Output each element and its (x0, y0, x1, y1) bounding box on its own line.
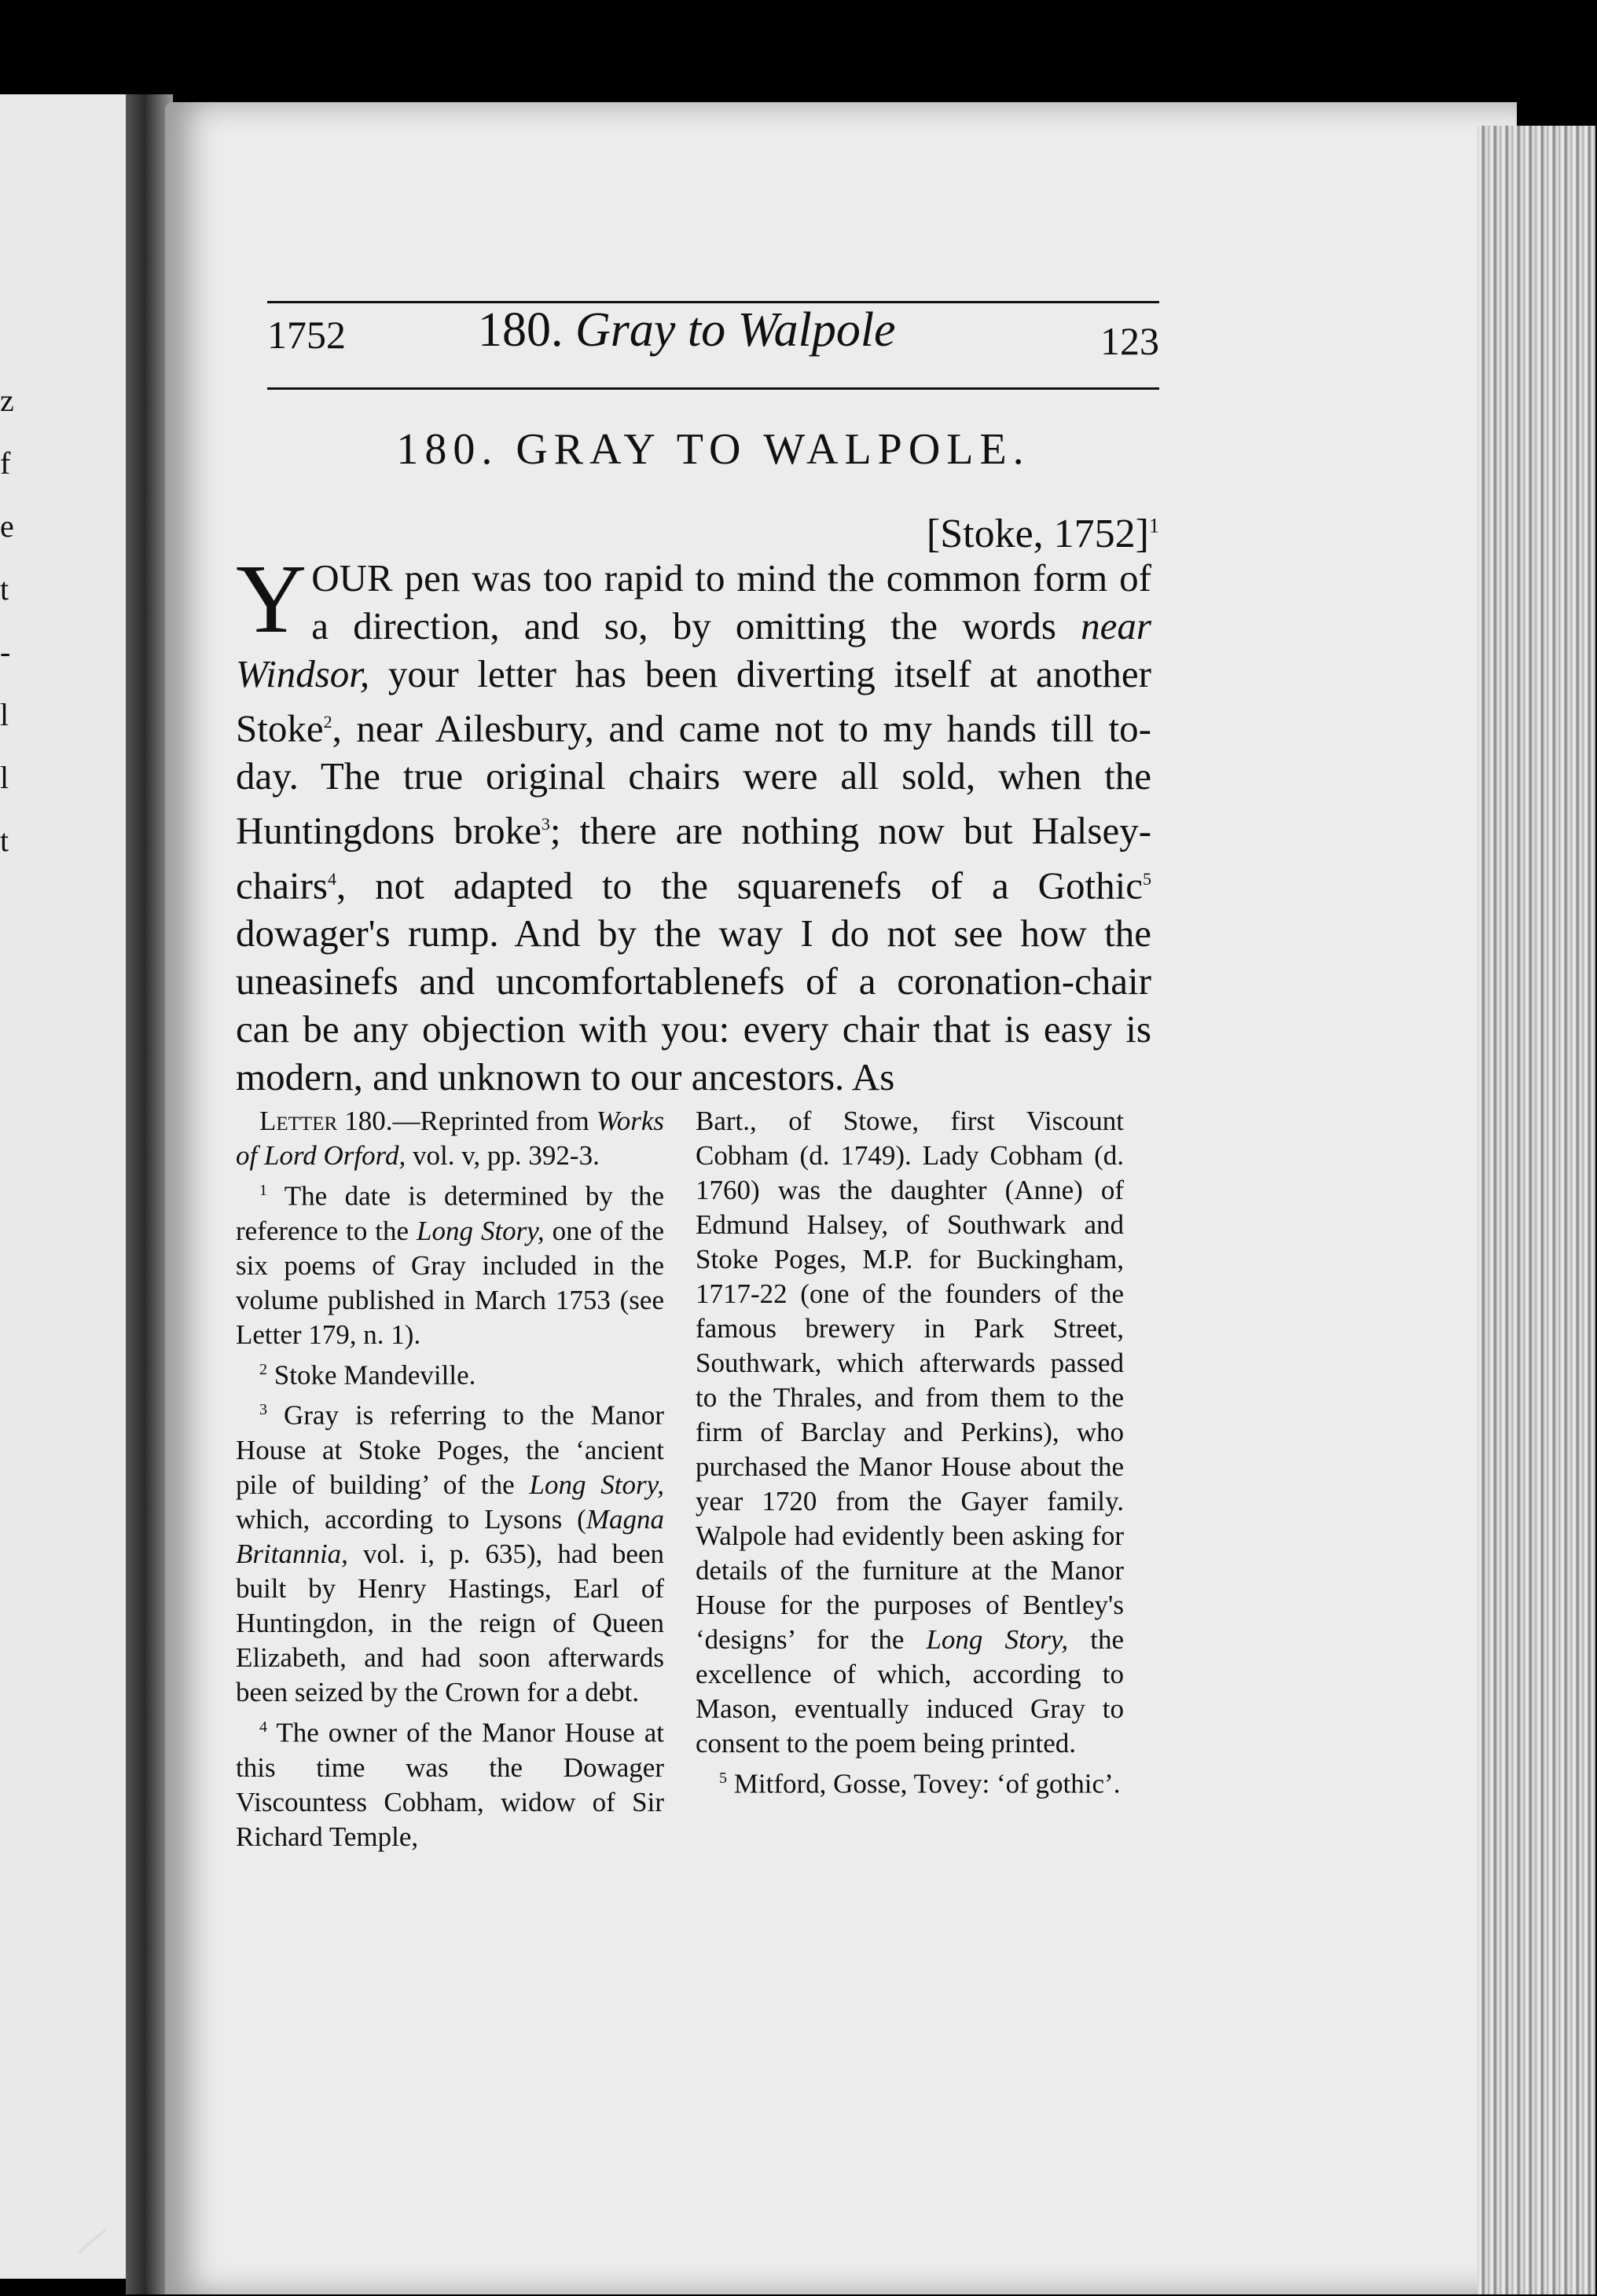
footnote-ref: 4 (328, 868, 336, 889)
header-title-text: Gray to Walpole (575, 303, 896, 357)
drop-cap: Y (236, 545, 307, 654)
body-text: ; there are nothing now but Halsey-chairs (236, 809, 1152, 907)
dateline-text: [Stoke, 1752] (926, 512, 1149, 556)
glyph: e (0, 508, 14, 544)
header-letter-number: 180. (478, 303, 564, 357)
glyph: z (0, 383, 14, 418)
header-title (478, 303, 896, 358)
body-text: OUR pen was too rapid to mind the common form of a direction, and so, by omitting the words (311, 556, 1151, 647)
body-italic: near Windsor, (236, 604, 1151, 695)
header-bottom-rule (267, 387, 1159, 390)
footnote-ref: 2 (323, 712, 332, 732)
previous-page-glyphs (0, 369, 16, 872)
letter-heading: 180. GRAY TO WALPOLE. (396, 425, 1030, 474)
body-text: , near Ailesbury, and came not to my hands till to-day. The true original chairs were all sold, when the Huntingdons broke (236, 706, 1151, 853)
body-text: dowager's rump. And by the way I do not see how the uneasinefs and uncomfortablenefs of a coronation-chair can be any objection with you: every chair that is easy is modern, and unknown to our ancestors. As (236, 911, 1151, 1098)
footnote-ref: 5 (1143, 868, 1151, 889)
note-source: Letter 180.—Reprinted from Works of Lord Orford, vol. v, pp. 392-3. (236, 1106, 664, 1171)
dateline (267, 511, 1159, 557)
footnote-ref: 1 (1149, 514, 1159, 537)
footnote-4-continued: Bart., of Stowe, first Viscount Cobham (d. 1749). Lady Cobham (d. 1760) was the daughter (Anne) of Edmund Halsey, of Southwark and Stoke Poges, M.P. for Buckingham, 1717-22 (one of the founders of the famous brewery in Park Street, Southwark, which afterwards passed to the Thrales, and from them to the firm of Barclay and Perkins), who purchased the Manor House about the year 1720 from the Gayer family. Walpole had evidently been asking for details of the furniture at the Manor House for the purposes of Bentley's ‘designs’ for the Long Story, the excellence of which, according to Mason, eventually induced Gray to consent to the poem being printed. (696, 1106, 1124, 1759)
previous-page-edge (0, 94, 141, 2279)
glyph: t (0, 571, 9, 607)
body-text: your letter has been diverting itself at another Stoke (236, 652, 1151, 750)
glyph: l (0, 760, 9, 795)
footnote-5: $^5$ Mitford, Gosse, Tovey: ‘of gothic’. (719, 1768, 1121, 1799)
body-text: , not adapted to the squarenefs of a Gothic (336, 863, 1143, 907)
header-year: 1752 (267, 313, 346, 357)
running-header (267, 279, 1159, 397)
footnote-4: $^4$ The owner of the Manor House at this time was the Dowager Viscountess Cobham, widow of Sir Richard Temple, (236, 1717, 664, 1852)
notes-right-column (696, 1104, 1124, 1802)
footnote-2: $^2$ Stoke Mandeville. (259, 1359, 476, 1391)
footnote-3: $^3$ Gray is referring to the Manor House at Stoke Poges, the ‘ancient pile of building’ of the Long Story, which, according to Lysons (Magna Britannia, vol. i, p. 635), had been built by Henry Hastings, Earl of Huntingdon, in the reign of Queen Elizabeth, and had soon afterwards been seized by the Crown for a debt. (236, 1399, 664, 1707)
glyph: t (0, 823, 9, 858)
notes-left-column (236, 1104, 664, 1854)
glyph: - (0, 634, 11, 669)
footnote-1: $^1$ The date is determined by the reference to the Long Story, one of the six poems of Gray included in the volume published in March 1753 (see Letter 179, n. 1). (236, 1180, 664, 1350)
glyph: f (0, 446, 11, 481)
glyph: l (0, 697, 9, 732)
footnote-ref: 3 (541, 814, 550, 834)
page-number: 123 (1100, 319, 1159, 363)
letter-body (236, 545, 1152, 1101)
page-stack-edge (1478, 126, 1595, 2294)
